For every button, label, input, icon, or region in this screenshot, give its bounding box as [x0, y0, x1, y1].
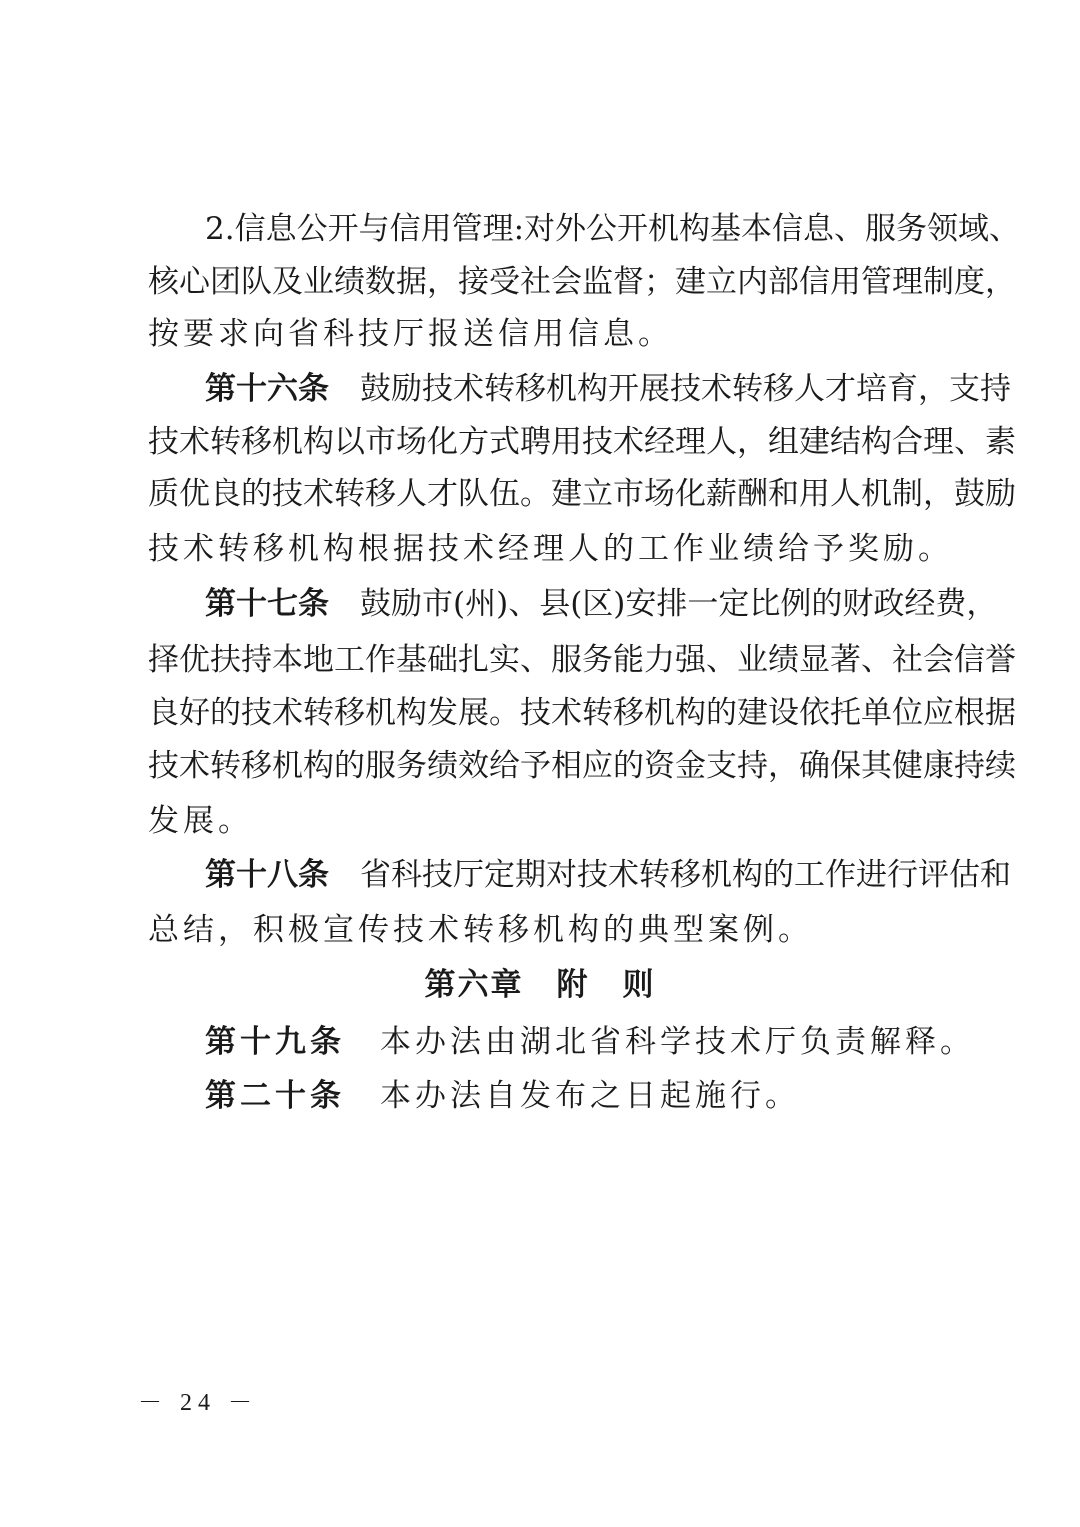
paragraph-line: 技术转移机构以市场化方式聘用技术经理人，组建结构合理、素 — [148, 424, 1016, 460]
paragraph-line: 总结，积极宣传技术转移机构的典型案例。 — [148, 912, 813, 948]
article-text: 本办法自发布之日起施行。 — [380, 1078, 800, 1114]
paragraph-line: 核心团队及业绩数据，接受社会监督；建立内部信用管理制度， — [148, 264, 1016, 300]
article-20-line — [205, 1076, 948, 1116]
article-text: 本办法由湖北省科学技术厅负责解释。 — [380, 1024, 975, 1060]
paragraph-line: 择优扶持本地工作基础扎实、服务能力强、业绩显著、社会信誉 — [148, 642, 1016, 678]
paragraph-line: 发展。 — [148, 803, 253, 839]
chapter-title: 第六章 附 则 — [424, 967, 656, 1003]
paragraph-line: 按要求向省科技厅报送信用信息。 — [148, 316, 673, 352]
article-text: 鼓励技术转移机构开展技术转移人才培育，支持 — [360, 371, 1011, 407]
article-heading: 第十九条 — [205, 1024, 345, 1060]
paragraph-line: 2.信息公开与信用管理:对外公开机构基本信息、服务领域、 — [205, 211, 1021, 247]
paragraph-line: 技术转移机构的服务绩效给予相应的资金支持，确保其健康持续 — [148, 748, 1016, 784]
article-heading: 第十八条 — [205, 857, 329, 893]
article-19-line — [205, 1022, 975, 1062]
article-17-line — [205, 584, 998, 624]
article-heading: 第二十条 — [205, 1078, 345, 1114]
article-text: 鼓励市(州)、县(区)安排一定比例的财政经费， — [360, 586, 998, 622]
paragraph-line: 良好的技术转移机构发展。技术转移机构的建设依托单位应根据 — [148, 695, 1016, 731]
article-18-line — [205, 855, 1011, 895]
paragraph-line: 技术转移机构根据技术经理人的工作业绩给予奖励。 — [148, 531, 953, 567]
article-heading: 第十六条 — [205, 371, 329, 407]
article-heading: 第十七条 — [205, 586, 329, 622]
article-text: 省科技厅定期对技术转移机构的工作进行评估和 — [360, 857, 1011, 893]
page-number: － 24 － — [138, 1390, 258, 1416]
paragraph-line: 质优良的技术转移人才队伍。建立市场化薪酬和用人机制，鼓励 — [148, 476, 1016, 512]
article-16-line — [205, 369, 1011, 409]
